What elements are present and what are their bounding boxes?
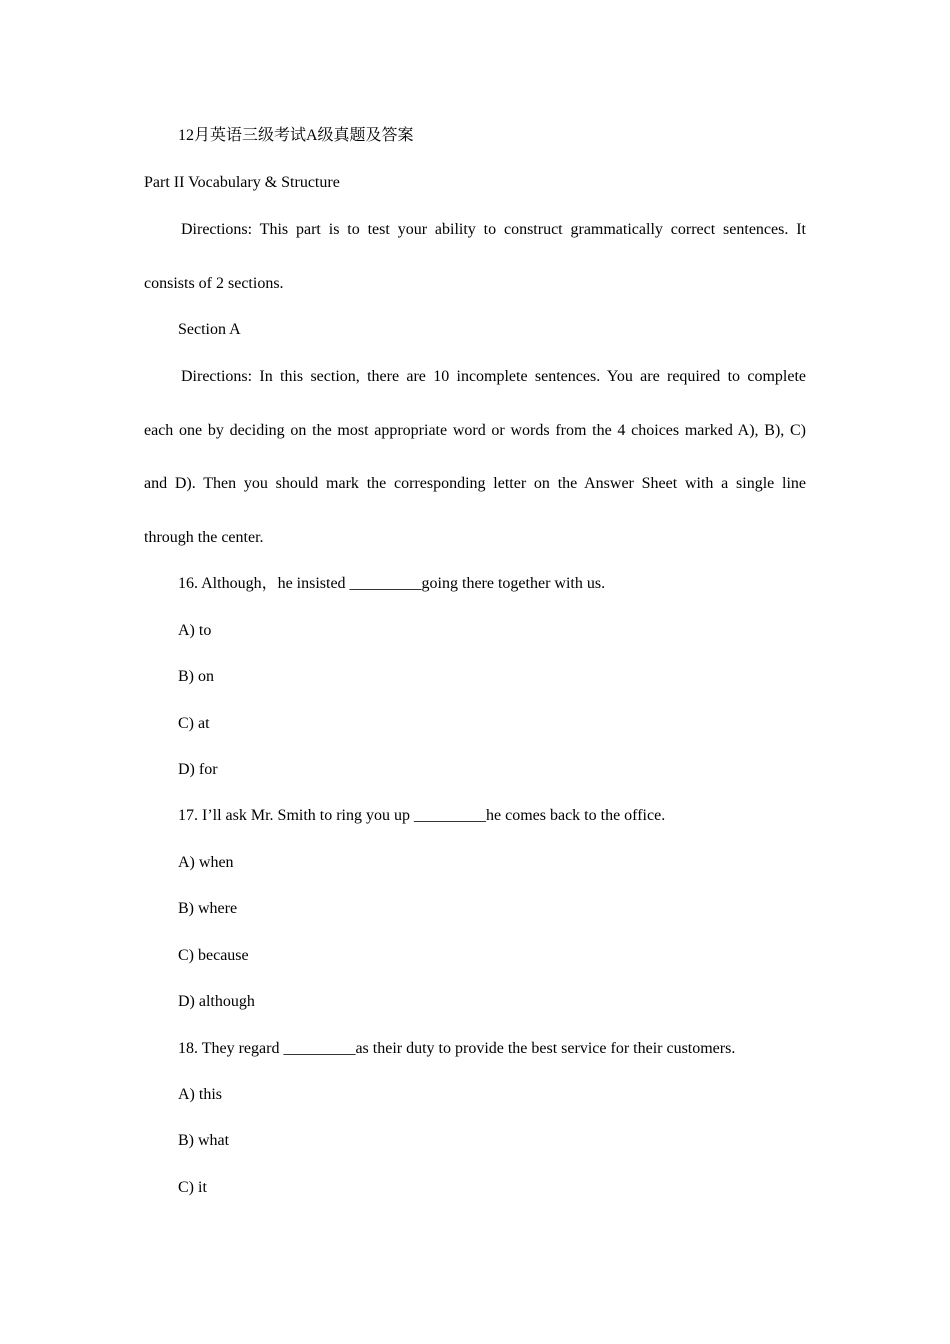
part-directions-line: Directions: This part is to test your ability to construct grammatically correct sentences. It [181, 221, 806, 238]
section-directions-line: each one by deciding on the most appropriate word or words from the 4 choices marked A), B), C) [144, 422, 806, 439]
section-directions-line: through the center. [144, 529, 264, 546]
answer-option: A) to [178, 622, 212, 639]
document-title: 12月英语三级考试A级真题及答案 [178, 127, 414, 144]
answer-option: A) when [178, 854, 234, 871]
part-directions-line: consists of 2 sections. [144, 275, 284, 292]
question-stem: 18. They regard _________as their duty to provide the best service for their customers. [178, 1040, 736, 1057]
answer-option: B) on [178, 668, 214, 685]
answer-option: B) what [178, 1132, 230, 1149]
section-directions-line: and D). Then you should mark the corresponding letter on the Answer Sheet with a single line [144, 475, 806, 492]
question-stem: 16. Although，he insisted _________going there together with us. [178, 575, 606, 592]
question-stem: 17. I’ll ask Mr. Smith to ring you up _________he comes back to the office. [178, 807, 666, 824]
answer-option: D) although [178, 993, 255, 1010]
answer-option: B) where [178, 900, 238, 917]
answer-option: A) this [178, 1086, 222, 1103]
part-heading: Part II Vocabulary & Structure [144, 174, 340, 191]
section-heading: Section A [178, 321, 241, 338]
section-directions-line: Directions: In this section, there are 10 incomplete sentences. You are required to complete [181, 368, 806, 385]
answer-option: C) it [178, 1179, 207, 1196]
answer-option: C) at [178, 715, 210, 732]
answer-option: D) for [178, 761, 218, 778]
answer-option: C) because [178, 947, 249, 964]
